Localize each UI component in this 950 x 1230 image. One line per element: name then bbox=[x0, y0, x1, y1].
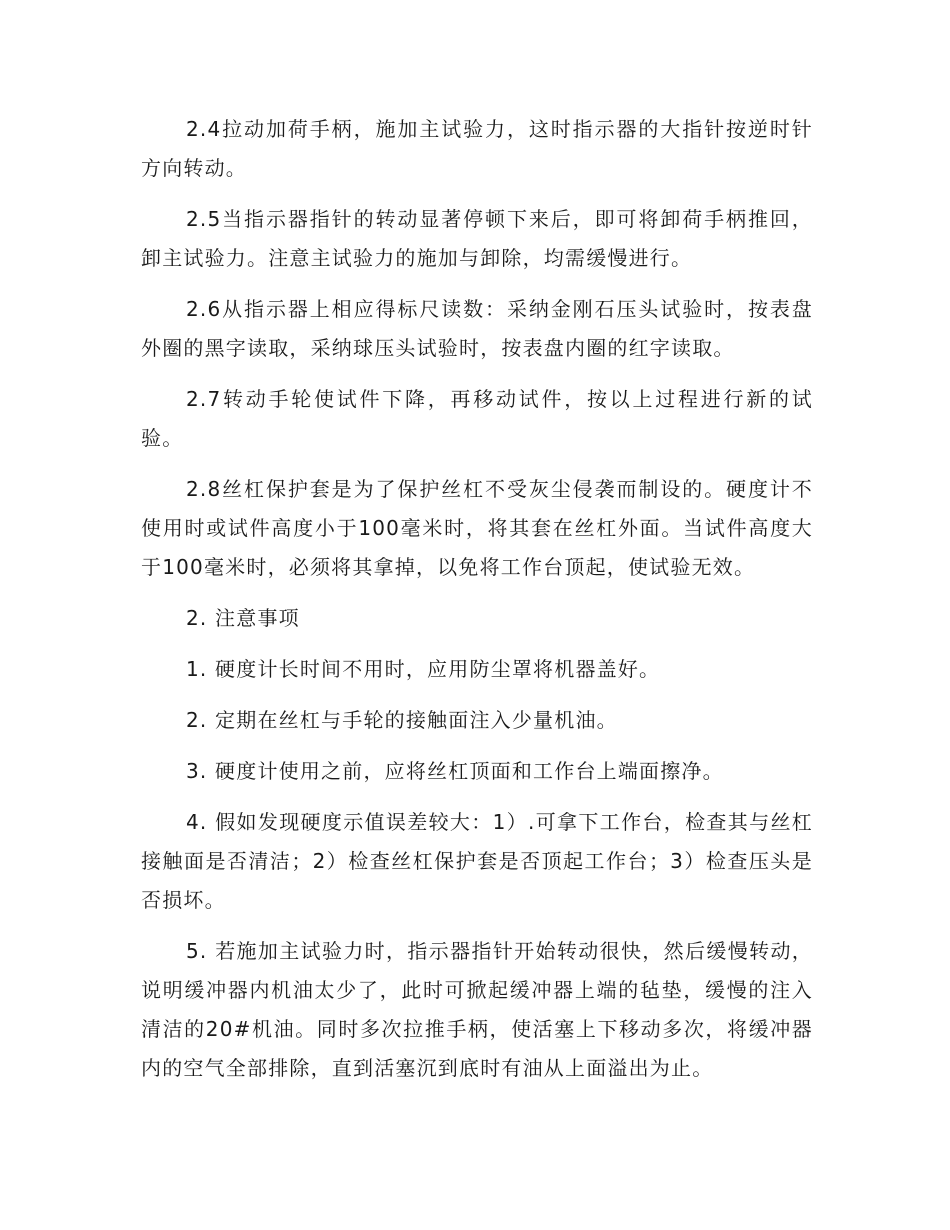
paragraph-2-8: 2.8丝杠保护套是为了保护丝杠不受灰尘侵袭而制设的。硬度计不使用时或试件高度小于100毫米时，将其套在丝杠外面。当试件高度大于100毫米时，必须将其拿掉，以免将工作台顶起，使试验无效。 bbox=[141, 477, 813, 579]
note-item-4: 4. 假如发现硬度示值误差较大：1）.可拿下工作台，检查其与丝杠接触面是否清洁；2）检查丝杠保护套是否顶起工作台；3）检查压头是否损坏。 bbox=[141, 810, 813, 912]
note-item-5: 5. 若施加主试验力时，指示器指针开始转动很快，然后缓慢转动，说明缓冲器内机油太少了，此时可掀起缓冲器上端的毡垫，缓慢的注入清洁的20#机油。同时多次拉推手柄，使活塞上下移动多次，将缓冲器内的空气全部排除，直到活塞沉到底时有油从上面溢出为止。 bbox=[141, 939, 813, 1080]
note-item-1: 1. 硬度计长时间不用时，应用防尘罩将机器盖好。 bbox=[186, 657, 661, 681]
section-heading-notes: 2. 注意事项 bbox=[186, 606, 300, 630]
paragraph-2-4: 2.4拉动加荷手柄，施加主试验力，这时指示器的大指针按逆时针方向转动。 bbox=[141, 117, 813, 180]
document-body bbox=[141, 110, 813, 1088]
note-item-3: 3. 硬度计使用之前，应将丝杠顶面和工作台上端面擦净。 bbox=[186, 759, 724, 783]
note-item-2: 2. 定期在丝杠与手轮的接触面注入少量机油。 bbox=[186, 708, 618, 732]
paragraph-2-7: 2.7转动手轮使试件下降，再移动试件，按以上过程进行新的试验。 bbox=[141, 387, 813, 450]
paragraph-2-6: 2.6从指示器上相应得标尺读数：采纳金刚石压头试验时，按表盘外圈的黑字读取，采纳球压头试验时，按表盘内圈的红字读取。 bbox=[141, 297, 813, 360]
paragraph-2-5: 2.5当指示器指针的转动显著停顿下来后，即可将卸荷手柄推回，卸主试验力。注意主试验力的施加与卸除，均需缓慢进行。 bbox=[141, 207, 813, 270]
